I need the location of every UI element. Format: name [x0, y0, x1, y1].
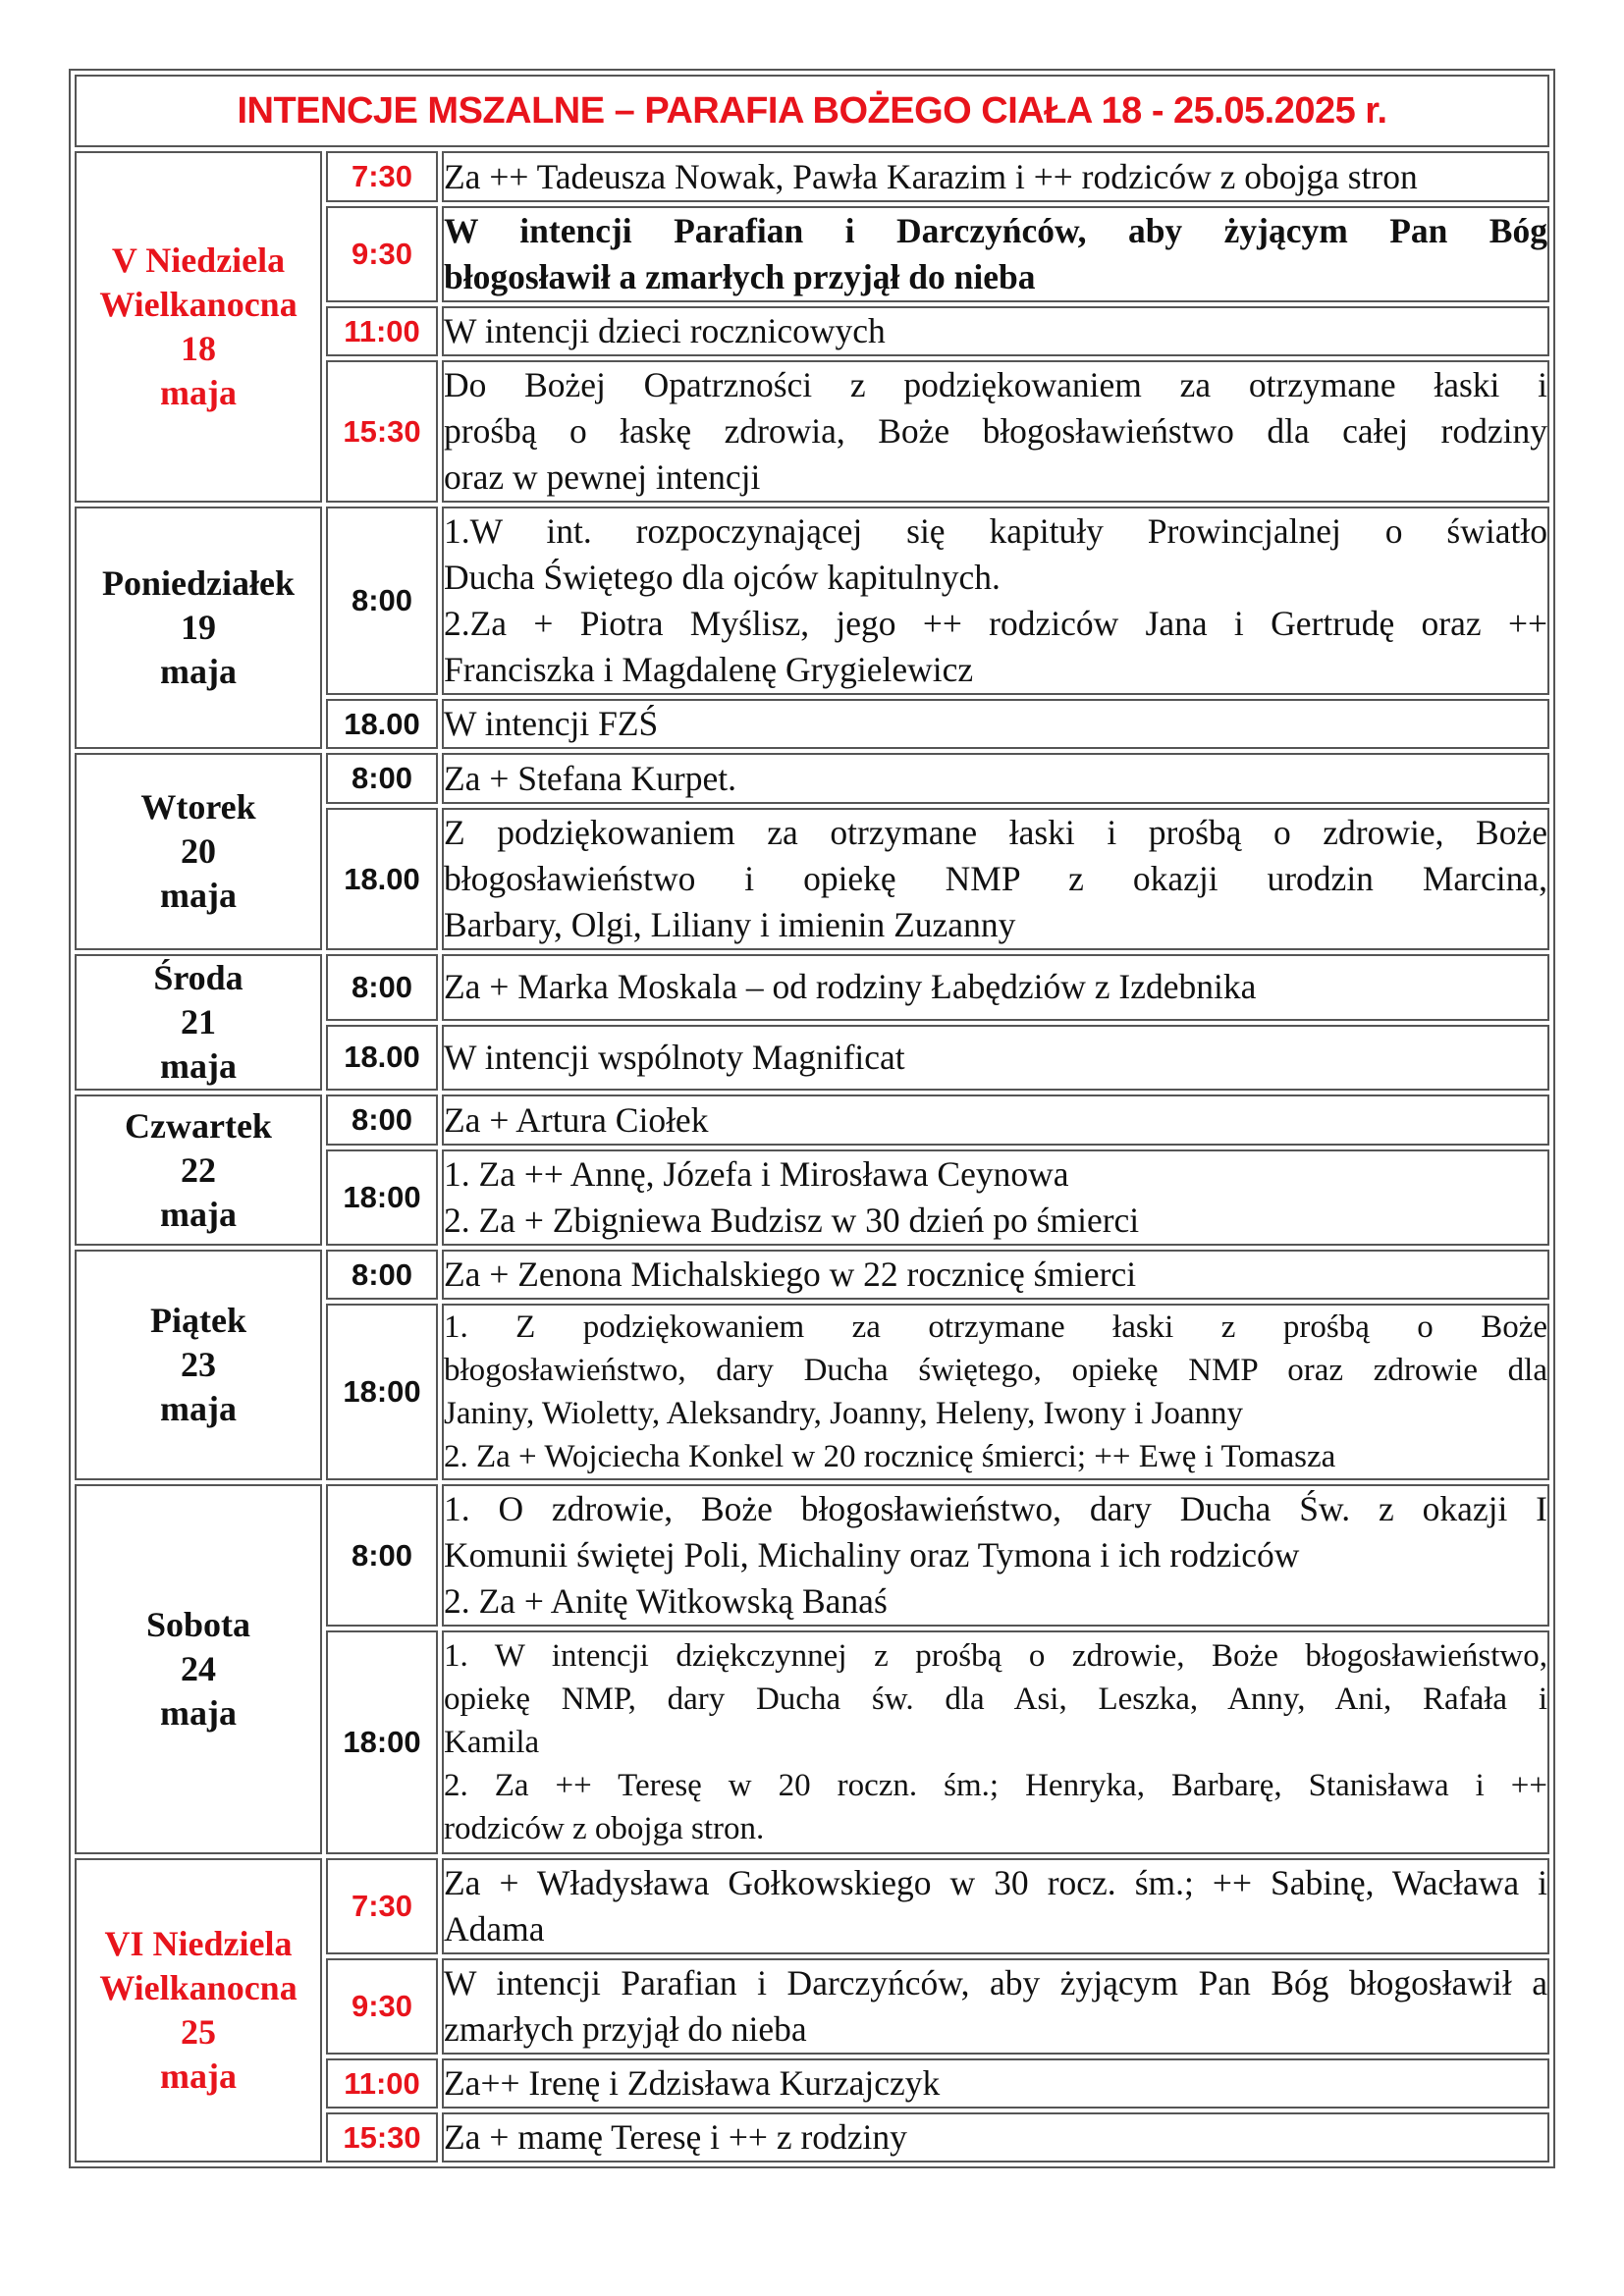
intention-line: 2. Za + Anitę Witkowską Banaś — [444, 1581, 888, 1621]
intention-line: Za + Władysława Gołkowskiego w 30 rocz. śm.; ++ Sabinę, Wacława i — [444, 1863, 1547, 1902]
intention-line: oraz w pewnej intencji — [444, 457, 761, 497]
title-row — [75, 75, 1549, 147]
mass-time: 8:00 — [326, 954, 438, 1021]
intention-line: Komunii świętej Poli, Michaliny oraz Tymona i ich rodziców — [444, 1535, 1300, 1575]
mass-intention — [442, 151, 1549, 202]
day-label-line: maja — [160, 1046, 237, 1086]
day-label-line: VI Niedziela — [104, 1924, 293, 1963]
day-label-line: Piątek — [150, 1301, 246, 1340]
intention-line: 1. W intencji dziękczynnej z prośbą o zdrowie, Boże błogosławieństwo, — [444, 1638, 1547, 1674]
mass-intention — [442, 1250, 1549, 1300]
mass-time: 9:30 — [326, 1958, 438, 2055]
intention-line: opiekę NMP, dary Ducha św. dla Asi, Leszka, Anny, Ani, Rafała i — [444, 1682, 1547, 1717]
mass-row — [75, 1484, 1549, 1627]
intention-line: Do Bożej Opatrzności z podziękowaniem za otrzymane łaski i — [444, 365, 1547, 404]
intention-line: Za + mamę Teresę i ++ z rodziny — [444, 2117, 907, 2157]
day-label-line: 25 — [181, 2012, 216, 2052]
schedule-sheet — [69, 69, 1555, 2168]
mass-time: 18.00 — [326, 699, 438, 749]
mass-time: 7:30 — [326, 1858, 438, 1954]
day-label-line: Sobota — [145, 1605, 251, 1644]
mass-intention — [442, 360, 1549, 503]
day-label-line: Poniedziałek — [102, 563, 295, 603]
mass-intention — [442, 753, 1549, 804]
mass-row — [75, 1095, 1549, 1146]
day-label-line: maja — [160, 652, 237, 691]
day-label-line: Czwartek — [125, 1105, 272, 1146]
intention-line: 2. Za ++ Teresę w 20 roczn. śm.; Henryka, Barbarę, Stanisława i ++ — [444, 1768, 1547, 1803]
intention-line: błogosławieństwo i opiekę NMP z okazji urodzin Marcina, — [444, 859, 1547, 898]
mass-row — [75, 1250, 1549, 1300]
day-label-line: V Niedziela — [111, 240, 286, 280]
intention-line: 2. Za + Zbigniewa Budzisz w 30 dzień po śmierci — [444, 1201, 1140, 1240]
day-label-line: 19 — [181, 608, 216, 647]
day-label — [75, 507, 322, 749]
mass-intention — [442, 507, 1549, 695]
mass-time: 18.00 — [326, 808, 438, 950]
mass-intentions-table — [71, 71, 1553, 2166]
day-label — [75, 1484, 322, 1854]
day-label-line: maja — [160, 876, 237, 915]
intention-line: W intencji Parafian i Darczyńców, aby żyjącym Pan Bóg błogosławił a — [444, 1963, 1547, 2002]
intention-line: prośbą o łaskę zdrowia, Boże błogosławieństwo dla całej rodziny — [444, 411, 1547, 451]
intention-line: Za + Stefana Kurpet. — [444, 758, 736, 798]
day-label-line: 22 — [181, 1149, 216, 1190]
mass-row — [75, 151, 1549, 202]
mass-intention — [442, 699, 1549, 749]
day-label-line: maja — [160, 373, 237, 412]
intention-line: błogosławieństwo, dary Ducha świętego, opiekę NMP oraz zdrowie dla — [444, 1353, 1547, 1388]
day-label-line: Wtorek — [140, 787, 256, 827]
mass-intention — [442, 1858, 1549, 1954]
intention-line: W intencji FZŚ — [444, 704, 659, 743]
mass-intention — [442, 1095, 1549, 1146]
day-label-line: Środa — [153, 958, 244, 997]
day-label-line: 21 — [181, 1002, 216, 1041]
mass-time: 8:00 — [326, 1250, 438, 1300]
intention-line: 1.W int. rozpoczynającej się kapituły Prowincjalnej o światło — [444, 511, 1547, 551]
mass-row — [75, 954, 1549, 1021]
mass-time: 9:30 — [326, 206, 438, 302]
mass-intention — [442, 2058, 1549, 2109]
mass-intention — [442, 1149, 1549, 1246]
mass-intention — [442, 306, 1549, 356]
day-label — [75, 954, 322, 1091]
mass-intention — [442, 206, 1549, 302]
intention-line: W intencji wspólnoty Magnificat — [444, 1037, 905, 1077]
mass-intention — [442, 1484, 1549, 1627]
intention-line: 2. Za + Wojciecha Konkel w 20 rocznicę śmierci; ++ Ewę i Tomasza — [444, 1439, 1336, 1474]
intention-line: Kamila — [444, 1725, 540, 1760]
mass-time: 18:00 — [326, 1630, 438, 1854]
intention-line: rodziców z obojga stron. — [444, 1811, 765, 1846]
day-label — [75, 151, 322, 503]
intention-line: W intencji dzieci rocznicowych — [444, 311, 886, 350]
mass-time: 8:00 — [326, 753, 438, 804]
intention-line: Barbary, Olgi, Liliany i imienin Zuzanny — [444, 905, 1016, 944]
day-label — [75, 1095, 322, 1246]
mass-time: 11:00 — [326, 306, 438, 356]
mass-time: 18:00 — [326, 1304, 438, 1480]
mass-time: 18.00 — [326, 1025, 438, 1092]
intention-line: 1. Z podziękowaniem za otrzymane łaski z prośbą o Boże — [444, 1309, 1547, 1345]
mass-time: 8:00 — [326, 1095, 438, 1146]
mass-intention — [442, 1025, 1549, 1092]
day-label-line: 23 — [181, 1345, 216, 1384]
day-label — [75, 1858, 322, 2163]
intention-line: 1. O zdrowie, Boże błogosławieństwo, dary Ducha Św. z okazji I — [444, 1489, 1547, 1528]
day-label-line: maja — [160, 2056, 237, 2096]
mass-row — [75, 507, 1549, 695]
intention-line: zmarłych przyjął do nieba — [444, 2009, 807, 2049]
intention-line: Franciszka i Magdalenę Grygielewicz — [444, 650, 974, 689]
mass-intention — [442, 954, 1549, 1021]
mass-intention — [442, 2112, 1549, 2163]
day-label — [75, 1250, 322, 1480]
intention-line: Adama — [444, 1909, 545, 1949]
intention-line: W intencji Parafian i Darczyńców, aby żyjącym Pan Bóg — [444, 211, 1547, 250]
intention-line: Za + Zenona Michalskiego w 22 rocznicę śmierci — [444, 1255, 1137, 1294]
day-label-line: maja — [160, 1389, 237, 1428]
intention-line: 1. Za ++ Annę, Józefa i Mirosława Ceynowa — [444, 1154, 1069, 1194]
intention-line: Janiny, Wioletty, Aleksandry, Joanny, Heleny, Iwony i Joanny — [444, 1396, 1244, 1431]
mass-intention — [442, 808, 1549, 950]
intention-line: Za + Artura Ciołek — [444, 1099, 709, 1140]
intention-line: błogosławił a zmarłych przyjął do nieba — [444, 257, 1036, 296]
day-label-line: maja — [160, 1693, 237, 1733]
mass-intention — [442, 1958, 1549, 2055]
day-label-line: 20 — [181, 831, 216, 871]
mass-time: 18:00 — [326, 1149, 438, 1246]
page-title: INTENCJE MSZALNE – PARAFIA BOŻEGO CIAŁA 18 - 25.05.2025 r. — [75, 75, 1549, 147]
mass-intention — [442, 1304, 1549, 1480]
day-label-line: Wielkanocna — [99, 285, 298, 324]
mass-intention — [442, 1630, 1549, 1854]
mass-time: 7:30 — [326, 151, 438, 202]
mass-time: 8:00 — [326, 507, 438, 695]
day-label-line: 18 — [181, 329, 216, 368]
mass-row — [75, 1858, 1549, 1954]
mass-row — [75, 753, 1549, 804]
day-label-line: maja — [160, 1194, 237, 1234]
intention-line: Za ++ Tadeusza Nowak, Pawła Karazim i ++ rodziców z obojga stron — [444, 156, 1418, 196]
intention-line: 2.Za + Piotra Myślisz, jego ++ rodziców Jana i Gertrudę oraz ++ — [444, 604, 1547, 643]
intention-line: Ducha Świętego dla ojców kapitulnych. — [444, 558, 1001, 597]
mass-time: 15:30 — [326, 360, 438, 503]
intention-line: Za++ Irenę i Zdzisława Kurzajczyk — [444, 2063, 941, 2103]
day-label — [75, 753, 322, 950]
mass-time: 8:00 — [326, 1484, 438, 1627]
day-label-line: 24 — [181, 1649, 216, 1688]
intention-line: Za + Marka Moskala – od rodziny Łabędziów z Izdebnika — [444, 967, 1257, 1007]
intention-line: Z podziękowaniem za otrzymane łaski i prośbą o zdrowie, Boże — [444, 813, 1547, 852]
mass-time: 11:00 — [326, 2058, 438, 2109]
mass-time: 15:30 — [326, 2112, 438, 2163]
day-label-line: Wielkanocna — [99, 1968, 298, 2007]
